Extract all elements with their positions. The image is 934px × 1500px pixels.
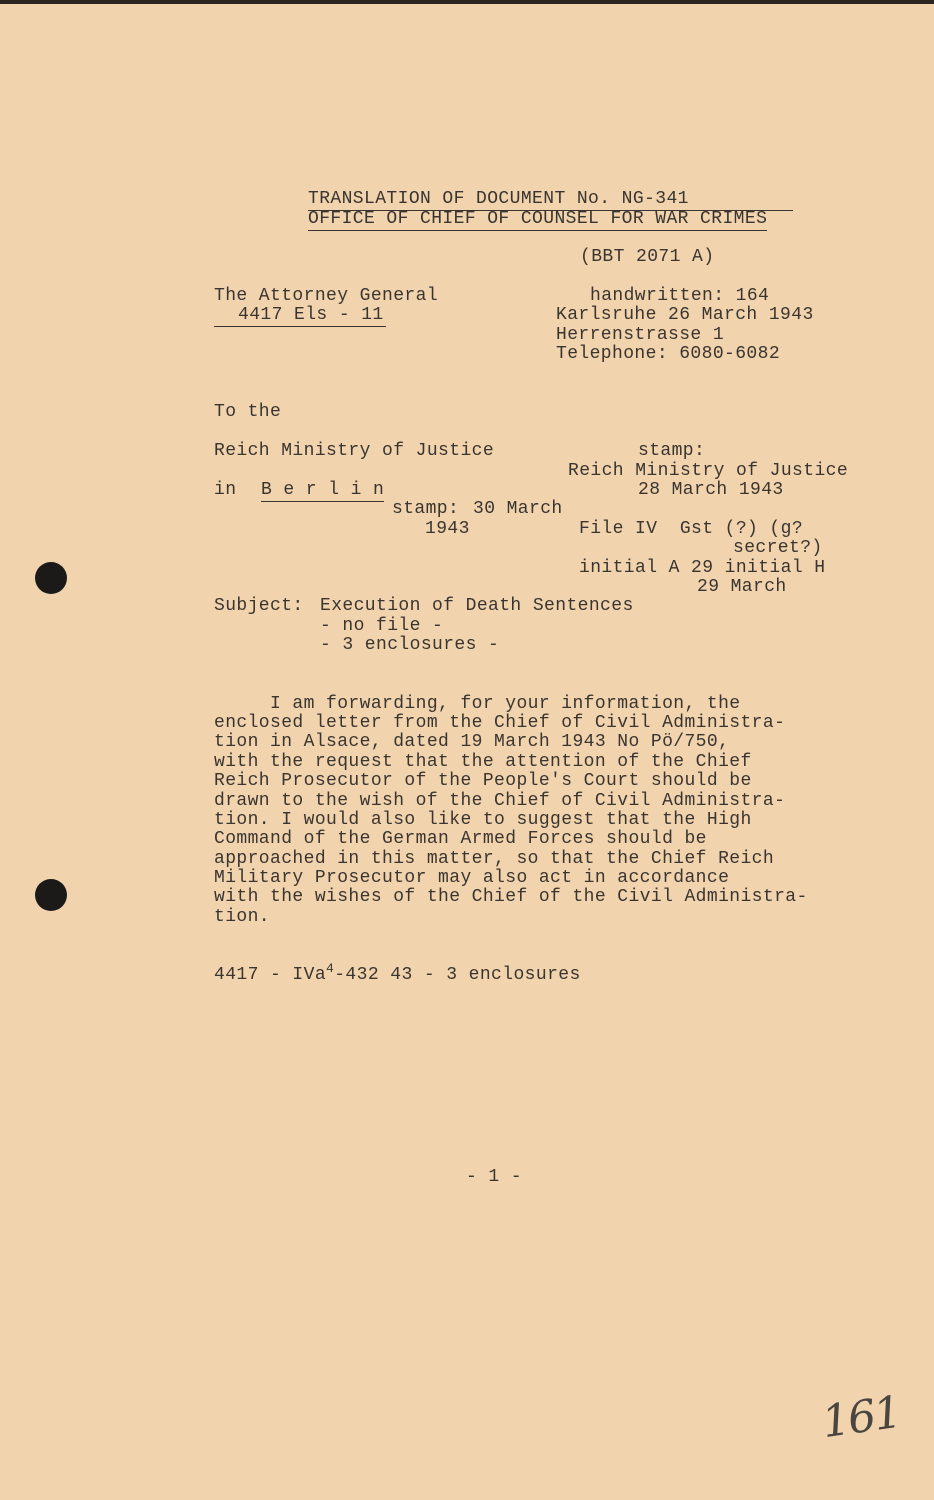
stamp-file-secret: secret?) [733, 538, 823, 558]
sender-name: The Attorney General [214, 286, 439, 306]
stamp-file-line: File IV Gst (?) (g? [579, 519, 804, 539]
footer-ref-suffix: -432 43 - 3 enclosures [334, 965, 581, 985]
body-line: drawn to the wish of the Chief of Civil Administra- [214, 791, 786, 811]
body-line: with the wishes of the Chief of the Civil Administra- [214, 887, 808, 907]
body-line: I am forwarding, for your information, the [214, 694, 741, 714]
handwritten-number: handwritten: 164 [590, 286, 770, 306]
footer-ref-superscript: 4 [326, 961, 335, 976]
recipient-ministry: Reich Ministry of Justice [214, 441, 495, 461]
telephone: Telephone: 6080-6082 [556, 344, 781, 364]
to-the: To the [214, 402, 282, 422]
subject-no-file: - no file - [320, 616, 444, 636]
header-reference: (BBT 2071 A) [580, 247, 715, 267]
footer-ref-prefix: 4417 - IVa [214, 965, 327, 985]
address: Herrenstrasse 1 [556, 325, 725, 345]
stamp-initials-date: 29 March [697, 577, 787, 597]
stamp-initials: initial A 29 initial H [579, 558, 826, 578]
stamp-received-label: stamp: [392, 499, 460, 519]
body-line: Reich Prosecutor of the People's Court should be [214, 771, 752, 791]
recipient-in: in [214, 480, 237, 500]
body-line: with the request that the attention of the Chief [214, 752, 752, 772]
place-date: Karlsruhe 26 March 1943 [556, 305, 814, 325]
stamp-ministry-label: stamp: [638, 441, 706, 461]
subject-enclosures: - 3 enclosures - [320, 635, 500, 655]
punch-hole [35, 879, 67, 911]
page-number: - 1 - [466, 1167, 523, 1187]
handwritten-page-number: 161 [818, 1386, 904, 1449]
subject-text: Execution of Death Sentences [320, 596, 634, 616]
sender-file-ref: 4417 Els - 11 [214, 306, 386, 327]
header-title: TRANSLATION OF DOCUMENT No. NG-341 [308, 190, 793, 211]
page-top-edge [0, 0, 934, 4]
stamp-ministry-name: Reich Ministry of Justice [568, 461, 849, 481]
footer-reference [214, 961, 581, 986]
body-line: Military Prosecutor may also act in accordance [214, 868, 730, 888]
body-line: tion. [214, 907, 271, 927]
stamp-ministry-date: 28 March 1943 [638, 480, 784, 500]
body-line: Command of the German Armed Forces should be [214, 829, 707, 849]
subject-label: Subject: [214, 596, 304, 616]
header-office: OFFICE OF CHIEF OF COUNSEL FOR WAR CRIMES [308, 209, 768, 229]
body-line: enclosed letter from the Chief of Civil Administra- [214, 713, 786, 733]
stamp-received-date: 30 March [473, 499, 563, 519]
recipient-city: B e r l i n [261, 480, 385, 500]
stamp-received-year: 1943 [425, 519, 470, 539]
body-line: approached in this matter, so that the Chief Reich [214, 849, 775, 869]
punch-hole [35, 562, 67, 594]
body-line: tion in Alsace, dated 19 March 1943 No Pö/750, [214, 732, 730, 752]
body-line: tion. I would also like to suggest that the High [214, 810, 752, 830]
